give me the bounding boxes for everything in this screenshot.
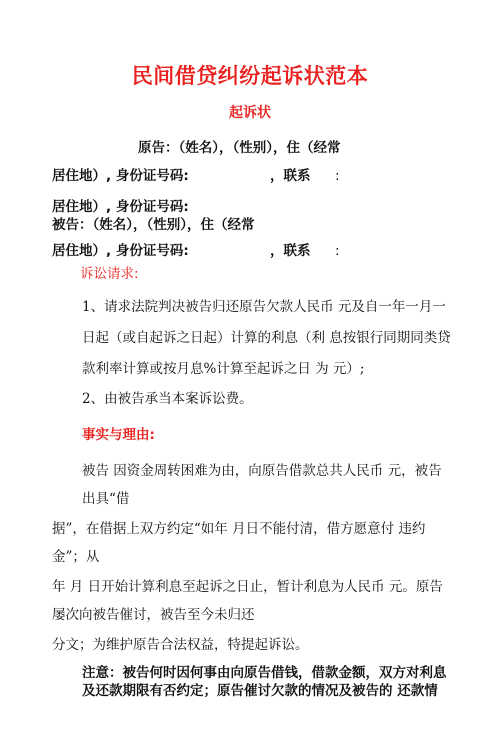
plaintiff-line-2	[52, 167, 189, 185]
facts-para-4-line-1: 分文；为维护原告合法权益，特提起诉讼。	[52, 637, 309, 653]
facts-para-1-line-1: 被告 因资金周转困难为由，向原告借款总共人民币 元，被告	[82, 463, 442, 479]
facts-para-2-line-1: 据”，在借据上双方约定“如年 月日不能付清，借方愿意付 违约	[52, 521, 426, 537]
facts-para-3-line-1: 年 月 日开始计算利息至起诉之日止，暂计利息为人民币 元。原告	[52, 579, 443, 595]
claim-item-1-line-3: 款利率计算或按月息%计算至起诉之日 为 元）;	[82, 361, 365, 377]
facts-para-2-line-2: 金”；从	[52, 549, 100, 565]
facts-para-1-line-2: 出具“借	[82, 491, 130, 507]
facts-heading: 事实与理由:	[82, 427, 155, 443]
claim-item-2: 2、由被告承当本案诉讼费。	[82, 391, 253, 407]
plaintiff-contact-colon: :	[335, 168, 340, 184]
document-title: 民间借贷纠纷起诉状范本	[131, 64, 369, 88]
plaintiff-line-1: 原告：（姓名），（性别），住（经常	[138, 140, 341, 156]
defendant-contact-label: ，联系	[270, 243, 311, 259]
defendant-id-label: 居住地）, 身份证号码:	[52, 243, 189, 259]
plaintiff-id-label: 居住地）, 身份证号码:	[52, 168, 189, 184]
claim-item-1-line-2: 日起（或自起诉之日起）计算的利息（利 息按银行同期同类贷	[82, 330, 451, 346]
facts-para-3-line-2: 屡次向被告催讨，被告至今未归还	[52, 607, 255, 623]
note-line-2: 及还款期限有否约定；原告催讨欠款的情况及被告的 还款情	[82, 683, 438, 699]
defendant-contact-colon: :	[335, 243, 340, 259]
document-subtitle: 起诉状	[229, 105, 271, 121]
plaintiff-line-3: 居住地）, 身份证号码:	[52, 199, 189, 215]
plaintiff-contact-label: ，联系	[270, 168, 311, 184]
defendant-line-1: 被告：（姓名），（性别），住（经常	[52, 217, 255, 233]
claims-heading: 诉讼请求:	[80, 266, 139, 282]
claim-item-1-line-1: 1、请求法院判决被告归还原告欠款人民币 元及自一年一月一	[82, 299, 446, 315]
note-line-1: 注意：被告何时因何事由向原告借钱，借款金额，双方对利息	[82, 665, 447, 681]
